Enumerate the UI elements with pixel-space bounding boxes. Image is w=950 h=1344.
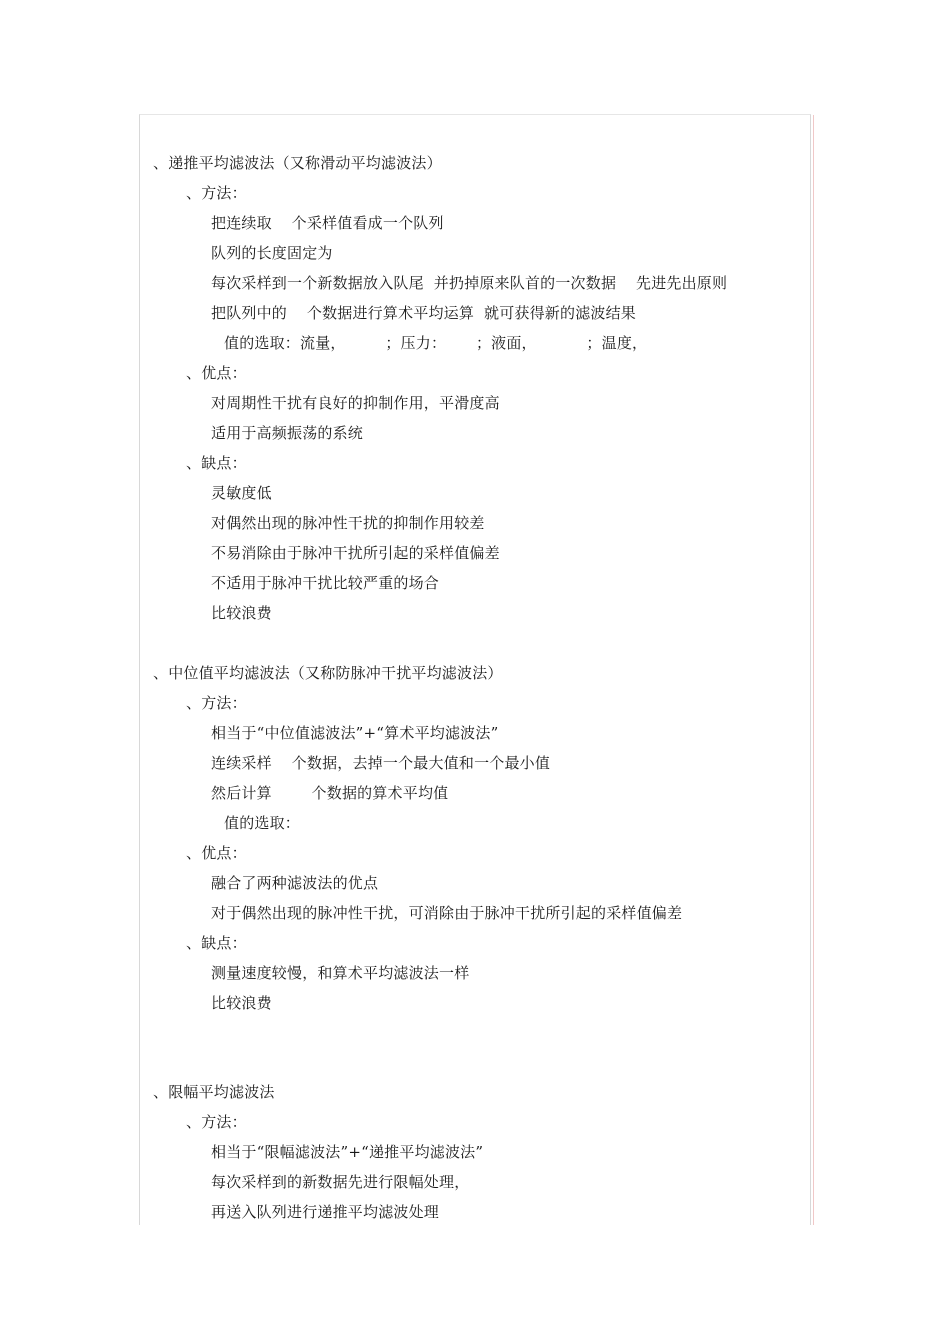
section1-cons-line: 不适用于脉冲干扰比较严重的场合 [211,574,440,592]
section2-cons-heading: 、缺点： [186,934,247,952]
section3-method-line: 每次采样到的新数据先进行限幅处理， [211,1173,470,1191]
section1-pros-line: 适用于高频振荡的系统 [211,424,364,442]
section2-method-line: 然后计算 个数据的算术平均值 [211,784,449,802]
section2-value-line: 值的选取： [224,814,301,832]
section1-method-line: 把连续取 个采样值看成一个队列 [211,214,444,232]
section2-pros-line: 融合了两种滤波法的优点 [211,874,379,892]
section2-method-heading: 、方法： [186,694,247,712]
section3-title: 、限幅平均滤波法 [153,1083,275,1101]
section1-cons-line: 比较浪费 [211,604,272,622]
section2-pros-heading: 、优点： [186,844,247,862]
section1-title: 、递推平均滤波法（又称滑动平均滤波法） [153,154,442,172]
section2-title: 、中位值平均滤波法（又称防脉冲干扰平均滤波法） [153,664,503,682]
section2-method-line: 相当于“中位值滤波法”+“算术平均滤波法” [211,724,499,742]
section1-method-heading: 、方法： [186,184,247,202]
section1-pros-line: 对周期性干扰有良好的抑制作用，平滑度高 [211,394,500,412]
section1-method-line: 把队列中的 个数据进行算术平均运算 就可获得新的滤波结果 [211,304,637,322]
section2-cons-line: 比较浪费 [211,994,272,1012]
section1-cons-line: 灵敏度低 [211,484,272,502]
section1-cons-line: 对偶然出现的脉冲性干扰的抑制作用较差 [211,514,485,532]
section1-cons-heading: 、缺点： [186,454,247,472]
section1-value-line: 值的选取：流量， ；压力： ；液面， ；温度， [224,334,648,352]
section2-method-line: 连续采样 个数据，去掉一个最大值和一个最小值 [211,754,551,772]
section2-pros-line: 对于偶然出现的脉冲性干扰，可消除由于脉冲干扰所引起的采样值偏差 [211,904,683,922]
section3-method-line: 相当于“限幅滤波法”+“递推平均滤波法” [211,1143,484,1161]
section1-method-line: 每次采样到一个新数据放入队尾 并扔掉原来队首的一次数据 先进先出原则 [211,274,728,292]
section1-method-line: 队列的长度固定为 [211,244,333,262]
section1-pros-heading: 、优点： [186,364,247,382]
section2-cons-line: 测量速度较慢，和算术平均滤波法一样 [211,964,470,982]
section1-cons-line: 不易消除由于脉冲干扰所引起的采样值偏差 [211,544,500,562]
section3-method-heading: 、方法： [186,1113,247,1131]
section3-method-line: 再送入队列进行递推平均滤波处理 [211,1203,440,1221]
